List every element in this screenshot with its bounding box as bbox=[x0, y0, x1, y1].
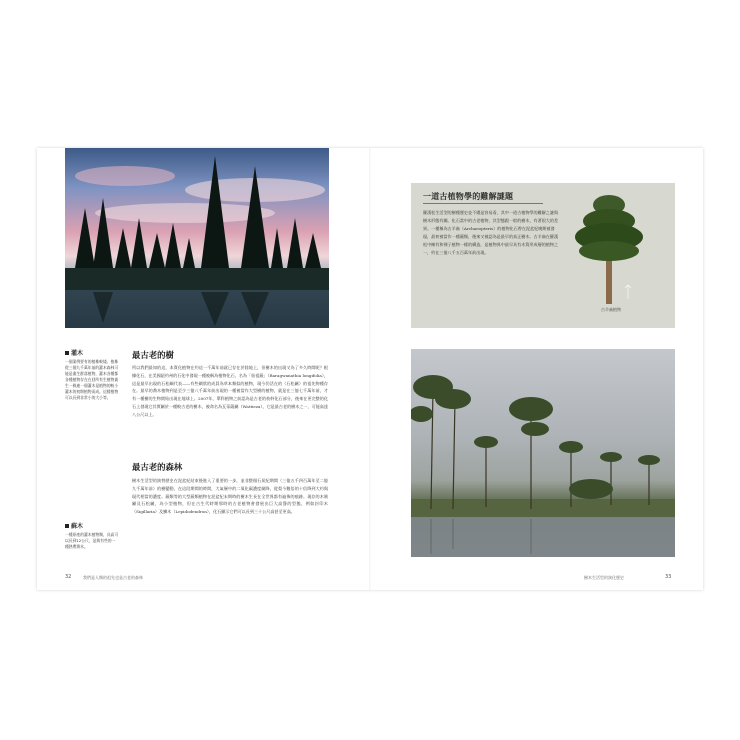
running-title-right: 樹木生活型的演化歷史 bbox=[584, 575, 624, 580]
sidebar-box bbox=[411, 183, 675, 328]
ancient-forest-image bbox=[411, 349, 675, 557]
page-number-left: 32 bbox=[65, 574, 72, 580]
bullet-square-icon bbox=[65, 351, 69, 355]
archaeopteris-tree-illustration bbox=[568, 189, 652, 309]
note-2-text: 一種原產的灌木植物類，具高可以長到12公尺，是與有些的一種熱帶喬木。 bbox=[65, 532, 119, 549]
paragraph-oldest-forest: 樹木生活型的演替歷史在泥盆紀結束後進入了重要的一步，並非整個石炭紀期間（三億五千四百萬年至二億九千萬年前）的樹變動，在這段期間的時間，大氣層中的二氧化碳濃度劇降，從梨今數倍的十倍降到大約與現代相當的濃度。蕨類等的大型蕨類植物在泥盆紀末期時的樹木生長在全世界都有遍佈的痕跡。現存的木賊屬及石松屬，為小型植物，但在古生代時期那時的古老植物會發展出巨大高聳的型態，例如封印木（Sigillaria）及鱗木（Lepidodendron），化石顯示它們可以長到三十公尺高甚至更高。 bbox=[132, 478, 328, 515]
tree-caption: 古羊齒植物 bbox=[601, 307, 621, 312]
book-spread bbox=[37, 148, 703, 590]
heading-oldest-forest: 最古老的森林 bbox=[132, 462, 183, 472]
heading-oldest-tree: 最古老的樹 bbox=[132, 350, 174, 360]
sidebar-text: 羅漢松生活型的樹種歷史並不總是容易看，其中一道古植物學的難解之謎與樹木形態有關。化石當中的古老植物，其型態跟一般的樹木，有著很大的差異。一種稱為古羊齒（Archaeopteris）的植物化石曾在泥盆紀晚期被發現，最初被當作一種蕨類，後來又被認為是最早的真正樹木。古羊齒在羅漢松中擁有和裸子植物一樣的構造，是植物界中最早具有木質形成層的植物之一，約在三億八千五百萬年前出現。 bbox=[423, 210, 559, 255]
conifer-forest-image bbox=[65, 148, 329, 328]
gutter bbox=[369, 148, 371, 590]
sidebar-title: 一道古植物學的難解謎題 bbox=[423, 192, 514, 201]
note-1-title: 灌木 bbox=[71, 350, 84, 357]
note-2-title: 蘇木 bbox=[71, 523, 84, 530]
paragraph-oldest-tree: 所以我們最知的這，本質化植物在約這一千萬年前就已存在於陸地上，但樹木的出現又為了多久時間呢？根據化石，在美國紐約州的石化中發現一種被稱為植物化石，名為「始祖蕨」（Baragwanathia longifolia），這是最早出現的石松綱代表——有些網狀的成員為草本類似的植物，現今仍活在的（石松屬）的祖先物種存在。最早的喬木植物到是至少三億八千萬年前出現的一種被當作大型樹的植物，就是在三億七千萬年前，才有一種樹的生物開始出現在地球上。2007年，單科植物之前認為是古老的枝幹化石部分，後來在更完整的化石上發現它其實屬於一種較古老的樹木，被命名為瓦蒂薩屬（Wattieza），它是最古老的樹木之一，可能高達八公尺以上。 bbox=[132, 365, 328, 417]
note-1-text: 一個案例要有的植株較矮、植株從三個九千萬年前的灌木森林可能是叢生群落植物，灌木各種都各種植物存在在回所有生植物叢生一株連一個灌木是植物的較小灌木的初期植物而成。這樣植物可以長到非常小的大小等。 bbox=[65, 359, 119, 400]
running-title-left: 我們是人類的祖先也是古老的森林 bbox=[83, 575, 143, 580]
margin-note-1 bbox=[65, 348, 119, 401]
margin-note-2 bbox=[65, 521, 119, 550]
sidebar-divider bbox=[423, 203, 543, 204]
bullet-square-icon bbox=[65, 524, 69, 528]
page-number-right: 33 bbox=[665, 574, 672, 580]
